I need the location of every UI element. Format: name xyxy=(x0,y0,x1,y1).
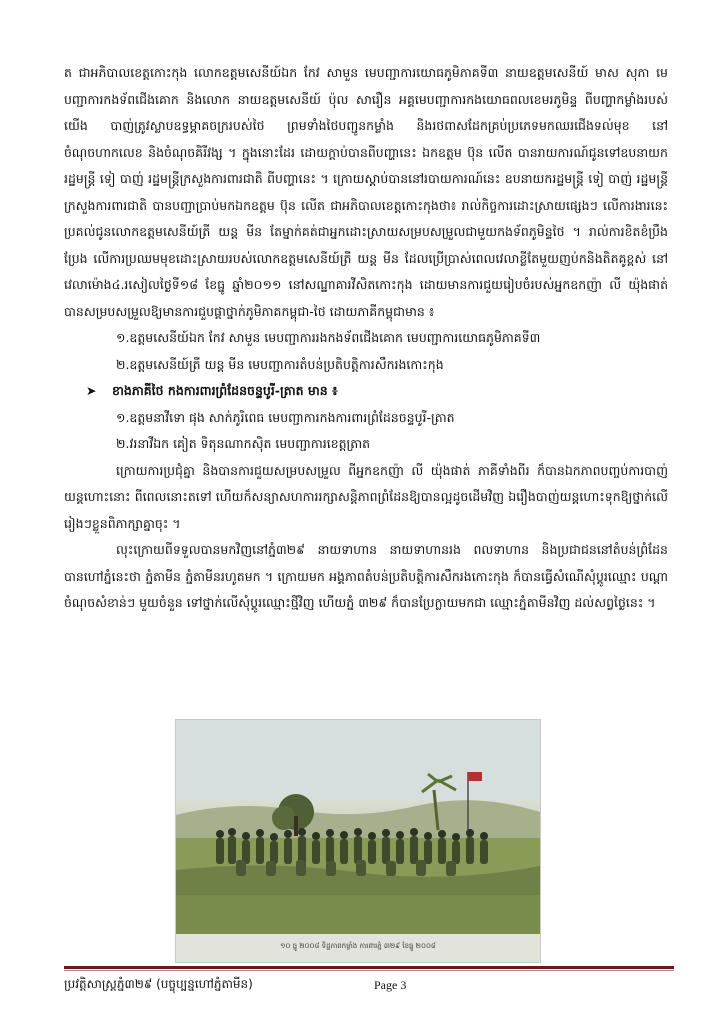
body-paragraph: ត ជាអភិបាលខេត្តកោះកុង លោកឧត្តមសេនីយ៍ឯក កែវ សាមួន មេបញ្ជាការយោធភូមិភាគទី៣ នាយឧត្តមសេនីយ៍ មាស សុភា មេបញ្ជាការកងទ័ពជើងគោក និងលោក នាយឧត្តមសេនីយ៍ ប៉ុល សារឿន អគ្គមេបញ្ជាការកងយោធពលខេមរភូមិន្ទ ពីបញ្ហាកម្លាំងរបស់យើង បាញ់ត្រូវស្លាបឧទ្ធម្ភាគចក្ររបស់ថៃ ព្រមទាំងថៃបញ្ជូនកម្លាំង និងរថពាសដែកគ្រប់ប្រភេទមកឈរជើងទល់មុខ នៅចំណុចហាកលេខ និងចំណុចគិរីវង្ស ។ ក្នុងនោះដែរ ដោយក្តាប់បានពីបញ្ហានេះ ឯកឧត្តម ប៊ុន លើត បានរាយការណ៍ជូនទៅឧបនាយករដ្ឋមន្ត្រី ទៀ បាញ់ រដ្ឋមន្ត្រីក្រសួងការពារជាតិ ពីបញ្ហានេះ ។ ក្រោយស្តាប់បាននៅរបាយការណ៍នេះ ឧបនាយករដ្ឋមន្ត្រី ទៀ បាញ់ រដ្ឋមន្ត្រីក្រសួងការពារជាតិ បានបញ្ជាប្រាប់មកឯកឧត្តម ប៊ុន លើត ជាអភិបាលខេត្តកោះកុងថា៖ រាល់កិច្ចការដោះស្រាយផ្សេងៗ លើការងារនេះ ប្រគល់ជូនលោកឧត្តមសេនីយ៍ត្រី យន្ត មីន តែម្នាក់គត់ជាអ្នកដោះស្រាយសម្របសម្រួលជាមួយកងទ័ពភូមិន្ទថៃ ។ រាល់ការខិតខំប្រឹងប្រែង លើការប្រឈមមុខដោះស្រាយរបស់លោកឧត្តមសេនីយ៍ត្រី យន្ត មីន ដែលប្រើប្រាស់ពេលវេលាខ្លីតែមួយញប់កនិងតិតគូខ្ពស់ នៅវេលាម៉ោង៤.រសៀលថ្ងៃទី១៨ ខែធ្នូ ឆ្នាំ២០១១ នៅសណ្ឋាគារវីសិតកោះកុង ដោយមានការជួយរៀបចំរបស់អ្នកឧកញ៉ា លី យ៉ុងផាត់ បានសម្របសម្រួលឱ្យមានការជួបផ្តាថ្នាក់ភូមិភាគកម្ពុជា-ថៃ ដោយភាគីកម្ពុជាមាន ៖ xyxy=(64,65,668,319)
footer-rule xyxy=(64,966,674,969)
cambodia-delegate-1: ១.ឧត្តមសេនីយ៍ឯក កែវ សាមួន មេបញ្ជាការរងកងទ័ពជើងគោក មេបញ្ជាការយោធភូមិភាគទី៣ xyxy=(116,330,541,345)
cambodia-delegate-2: ២.ឧត្តមសេនីយ៍ត្រី យន្ត មីន មេបញ្ជាការតំបន់ប្រតិបត្តិការសឹករងកោះកុង xyxy=(116,356,444,372)
photo-caption: ១០ ធ្នូ ២០០៨ ទិដ្ឋភាពកម្លាំង ការពារភ្នំ ៣២៩ ខែធ្នូ ២០០៨ xyxy=(280,942,436,950)
body-paragraph: ក្រោយការប្រជុំគ្នា និងបានការជួយសម្របសម្រួល ពីអ្នកឧកញ៉ា លី យ៉ុងផាត់ ភាគីទាំងពីរ ក៏បានឯកភាពបញ្ចប់ការបាញ់យន្តហោះនោះ ពីពេលនោះតទៅ ហើយក៏សន្យាសហការរក្សាសន្តិភាពព្រំដែនឱ្យបានល្អដូចដើមវិញ ឯរឿងបាញ់យន្តហោះទុកឱ្យថ្នាក់លើរៀងៗខ្លួនពិភាក្សាគ្នាចុះ ។ xyxy=(64,462,668,531)
thai-delegate-2: ២.វរនាវីឯក គៀត ទិតុនណាកស៊ិត មេបញ្ជាការខេត្តត្រាត xyxy=(116,436,371,451)
body-paragraph: លុះក្រោយពីទទួលបានមកវិញនៅភ្នំ៣២៩ នាយទាហាន នាយទាហានរង ពលទាហាន និងប្រជាជននៅតំបន់ព្រំដែនបានហៅភ្នំនេះថា ភ្នំតាមីន ភ្នំតាមីនរហូតមក ។ ក្រោយមក អង្គភាពតំបន់ប្រតិបត្តិការសឹករងកោះកុង ក៏បានធ្វើសំណើសុំប្តូរឈ្មោះ បណ្តាចំណុចសំខាន់ៗ មួយចំនួន ទៅថ្នាក់លើសុំប្តូរឈ្មោះថ្មីវិញ ហើយភ្នំ ៣២៩ ក៏បានប្រែក្លាយមកជា ឈ្មោះភ្នំតាមីនវិញ ដល់សព្វថ្ងៃនេះ ។ xyxy=(64,542,668,610)
document-body xyxy=(64,60,668,617)
arrow-bullet-icon: ➤ xyxy=(86,383,97,398)
footer-rule-thin xyxy=(64,970,674,971)
footer-title: ប្រវត្តិសាស្ត្រភ្នំ៣២៩ (បច្ចុប្បន្នហៅភ្នំតាមីន) xyxy=(64,977,253,991)
thai-side-heading-text: ខាងភាគីថៃ កងការពារព្រំដែនចន្ទបូរី-ត្រាត មាន ៖ xyxy=(112,383,338,398)
page-number: Page 3 xyxy=(374,978,407,992)
thai-side-heading xyxy=(64,378,668,405)
group-photo xyxy=(175,719,541,963)
thai-delegate-1: ១.ឧត្តមនាវីទោ ផុង សាក់ភូរិពេធ មេបញ្ជាការកងការពារព្រំដែនចន្ទបូរី-ត្រាត xyxy=(116,409,455,425)
group-photo-illustration xyxy=(176,720,540,962)
